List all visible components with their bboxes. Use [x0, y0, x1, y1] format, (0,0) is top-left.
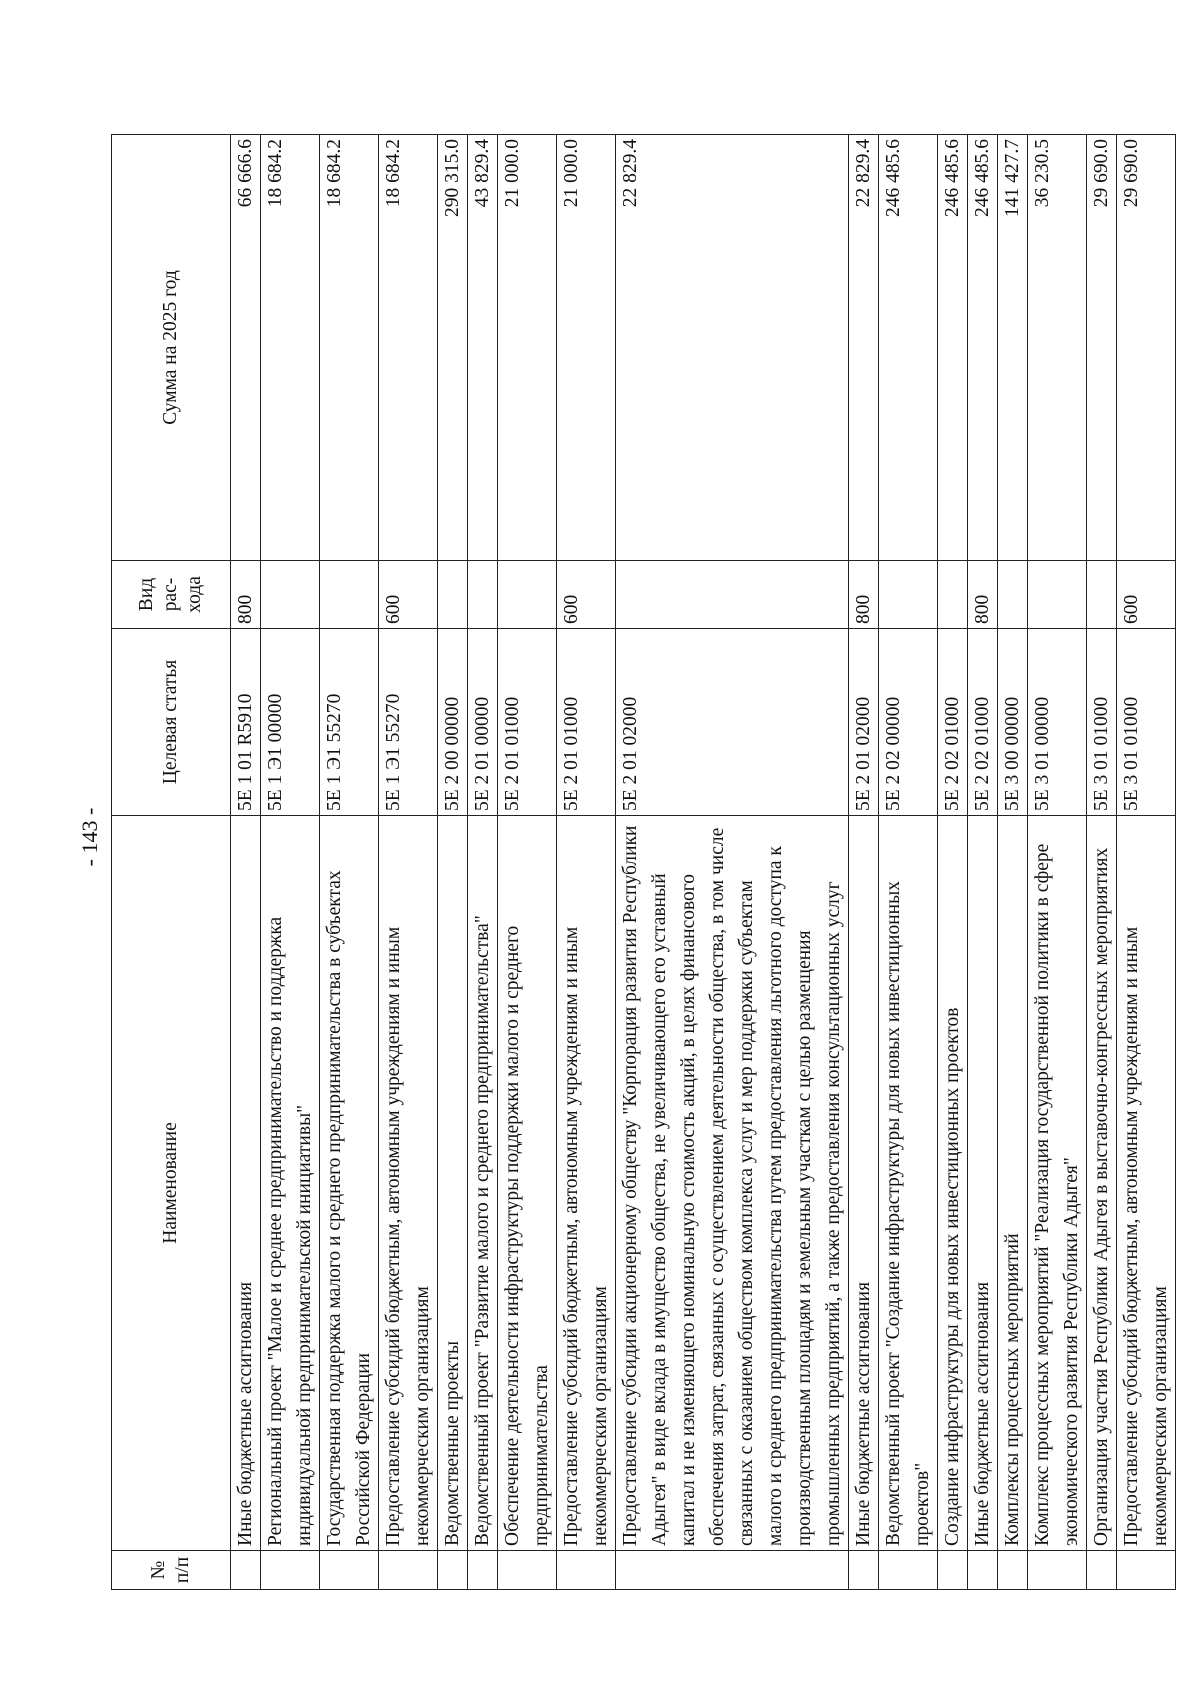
- cell-index: [261, 1551, 320, 1590]
- cell-index: [1117, 1551, 1176, 1590]
- table-row: [998, 135, 1028, 1590]
- table-row: [968, 135, 998, 1590]
- cell-sum: 29 690.0: [1087, 135, 1117, 561]
- cell-index: [468, 1551, 498, 1590]
- cell-target-article: 5Е 2 01 02000: [849, 629, 879, 816]
- table-row: [438, 135, 468, 1590]
- cell-target-article: 5Е 3 01 01000: [1087, 629, 1117, 816]
- cell-sum: 18 684.2: [379, 135, 438, 561]
- cell-name: Организация участия Республики Адыгея в выставочно-конгрессных мероприятиях: [1087, 816, 1117, 1551]
- cell-index: [616, 1551, 849, 1590]
- cell-name: Обеспечение деятельности инфраструктуры поддержки малого и среднего предпринимательства: [498, 816, 557, 1551]
- cell-name: Комплекс процессных мероприятий "Реализация государственной политики в сфере экономического развития Республики Адыгея": [1028, 816, 1087, 1551]
- cell-target-article: 5Е 2 00 00000: [438, 629, 468, 816]
- header-sum: Сумма на 2025 год: [112, 135, 231, 561]
- cell-target-article: 5Е 2 01 02000: [616, 629, 849, 816]
- table-row: [879, 135, 938, 1590]
- table-body: [231, 135, 1176, 1590]
- header-kind: Вид рас-хода: [112, 561, 231, 629]
- table-row: [1087, 135, 1117, 1590]
- table-row: [231, 135, 261, 1590]
- cell-expense-kind: 600: [1117, 561, 1176, 629]
- cell-name: Комплексы процессных мероприятий: [998, 816, 1028, 1551]
- cell-index: [231, 1551, 261, 1590]
- table-row: [320, 135, 379, 1590]
- cell-index: [557, 1551, 616, 1590]
- cell-name: Предоставление субсидии акционерному обществу "Корпорация развития Республики Адыгея" в виде вклада в имущество общества, не увеличивающего его уставный капитал и не изменяющего номинальную стоимость акций, в целях финансового обеспечения затрат, связанных с осуществлением деятельности общества, в том числе связанных с оказанием обществом комплекса услуг и мер поддержки субъектам малого и среднего предпринимательства путем предоставления льготного доступа к производственным площадям и земельным участкам с целью размещения промышленных предприятий, а также предоставления консультационных услуг: [616, 816, 849, 1551]
- cell-index: [379, 1551, 438, 1590]
- cell-name: Иные бюджетные ассигнования: [968, 816, 998, 1551]
- table-row: [498, 135, 557, 1590]
- cell-target-article: 5Е 2 01 01000: [498, 629, 557, 816]
- cell-expense-kind: [498, 561, 557, 629]
- cell-expense-kind: [998, 561, 1028, 629]
- cell-index: [1087, 1551, 1117, 1590]
- table-row: [616, 135, 849, 1590]
- cell-sum: 21 000.0: [498, 135, 557, 561]
- cell-expense-kind: [261, 561, 320, 629]
- cell-expense-kind: [1087, 561, 1117, 629]
- table-row: [938, 135, 968, 1590]
- cell-name: Ведомственные проекты: [438, 816, 468, 1551]
- cell-target-article: 5Е 1 01 R5910: [231, 629, 261, 816]
- cell-index: [849, 1551, 879, 1590]
- cell-target-article: 5Е 2 02 01000: [968, 629, 998, 816]
- cell-target-article: 5Е 2 02 00000: [879, 629, 938, 816]
- cell-sum: 21 000.0: [557, 135, 616, 561]
- header-index: № п/п: [112, 1551, 231, 1590]
- cell-sum: 29 690.0: [1117, 135, 1176, 561]
- cell-expense-kind: [616, 561, 849, 629]
- cell-target-article: 5Е 1 Э1 55270: [379, 629, 438, 816]
- cell-sum: 18 684.2: [320, 135, 379, 561]
- cell-name: Создание инфраструктуры для новых инвестиционных проектов: [938, 816, 968, 1551]
- cell-index: [938, 1551, 968, 1590]
- cell-sum: 18 684.2: [261, 135, 320, 561]
- cell-expense-kind: 800: [849, 561, 879, 629]
- table-row: [1117, 135, 1176, 1590]
- cell-target-article: 5Е 3 01 00000: [1028, 629, 1087, 816]
- cell-sum: 66 666.6: [231, 135, 261, 561]
- cell-index: [879, 1551, 938, 1590]
- cell-expense-kind: [320, 561, 379, 629]
- cell-name: Государственная поддержка малого и среднего предпринимательства в субъектах Российской Федерации: [320, 816, 379, 1551]
- cell-expense-kind: [938, 561, 968, 629]
- cell-expense-kind: [468, 561, 498, 629]
- cell-expense-kind: [879, 561, 938, 629]
- budget-table: [111, 134, 1176, 1590]
- cell-sum: 36 230.5: [1028, 135, 1087, 561]
- cell-target-article: 5Е 2 01 00000: [468, 629, 498, 816]
- table-header-row: [112, 135, 231, 1590]
- cell-target-article: 5Е 1 Э1 00000: [261, 629, 320, 816]
- cell-target-article: 5Е 1 Э1 55270: [320, 629, 379, 816]
- cell-sum: 22 829.4: [849, 135, 879, 561]
- cell-sum: 246 485.6: [938, 135, 968, 561]
- cell-name: Иные бюджетные ассигнования: [231, 816, 261, 1551]
- cell-sum: 290 315.0: [438, 135, 468, 561]
- cell-index: [998, 1551, 1028, 1590]
- cell-name: Предоставление субсидий бюджетным, автономным учреждениям и иным некоммерческим организациям: [379, 816, 438, 1551]
- cell-target-article: 5Е 2 01 01000: [557, 629, 616, 816]
- cell-index: [1028, 1551, 1087, 1590]
- cell-index: [968, 1551, 998, 1590]
- table-row: [849, 135, 879, 1590]
- cell-expense-kind: 800: [968, 561, 998, 629]
- cell-target-article: 5Е 2 02 01000: [938, 629, 968, 816]
- cell-name: Предоставление субсидий бюджетным, автономным учреждениям и иным некоммерческим организациям: [557, 816, 616, 1551]
- cell-target-article: 5Е 3 00 00000: [998, 629, 1028, 816]
- cell-index: [320, 1551, 379, 1590]
- table-row: [379, 135, 438, 1590]
- cell-sum: 43 829.4: [468, 135, 498, 561]
- table-row: [1028, 135, 1087, 1590]
- cell-index: [438, 1551, 468, 1590]
- cell-name: Иные бюджетные ассигнования: [849, 816, 879, 1551]
- cell-name: Предоставление субсидий бюджетным, автономным учреждениям и иным некоммерческим организациям: [1117, 816, 1176, 1551]
- cell-expense-kind: [438, 561, 468, 629]
- table-row: [468, 135, 498, 1590]
- cell-sum: 22 829.4: [616, 135, 849, 561]
- header-code: Целевая статья: [112, 629, 231, 816]
- cell-sum: 141 427.7: [998, 135, 1028, 561]
- table-row: [557, 135, 616, 1590]
- cell-name: Региональный проект "Малое и среднее предпринимательство и поддержка индивидуальной предпринимательской инициативы": [261, 816, 320, 1551]
- cell-expense-kind: 600: [557, 561, 616, 629]
- rotated-table-container: [111, 135, 1171, 1590]
- cell-sum: 246 485.6: [968, 135, 998, 561]
- cell-target-article: 5Е 3 01 01000: [1117, 629, 1176, 816]
- cell-index: [498, 1551, 557, 1590]
- header-name: Наименование: [112, 816, 231, 1551]
- cell-expense-kind: 600: [379, 561, 438, 629]
- cell-name: Ведомственный проект "Создание инфраструктуры для новых инвестиционных проектов": [879, 816, 938, 1551]
- page-number: - 143 -: [77, 807, 102, 867]
- table-row: [261, 135, 320, 1590]
- cell-expense-kind: [1028, 561, 1087, 629]
- cell-sum: 246 485.6: [879, 135, 938, 561]
- cell-name: Ведомственный проект "Развитие малого и среднего предпринимательства": [468, 816, 498, 1551]
- cell-expense-kind: 800: [231, 561, 261, 629]
